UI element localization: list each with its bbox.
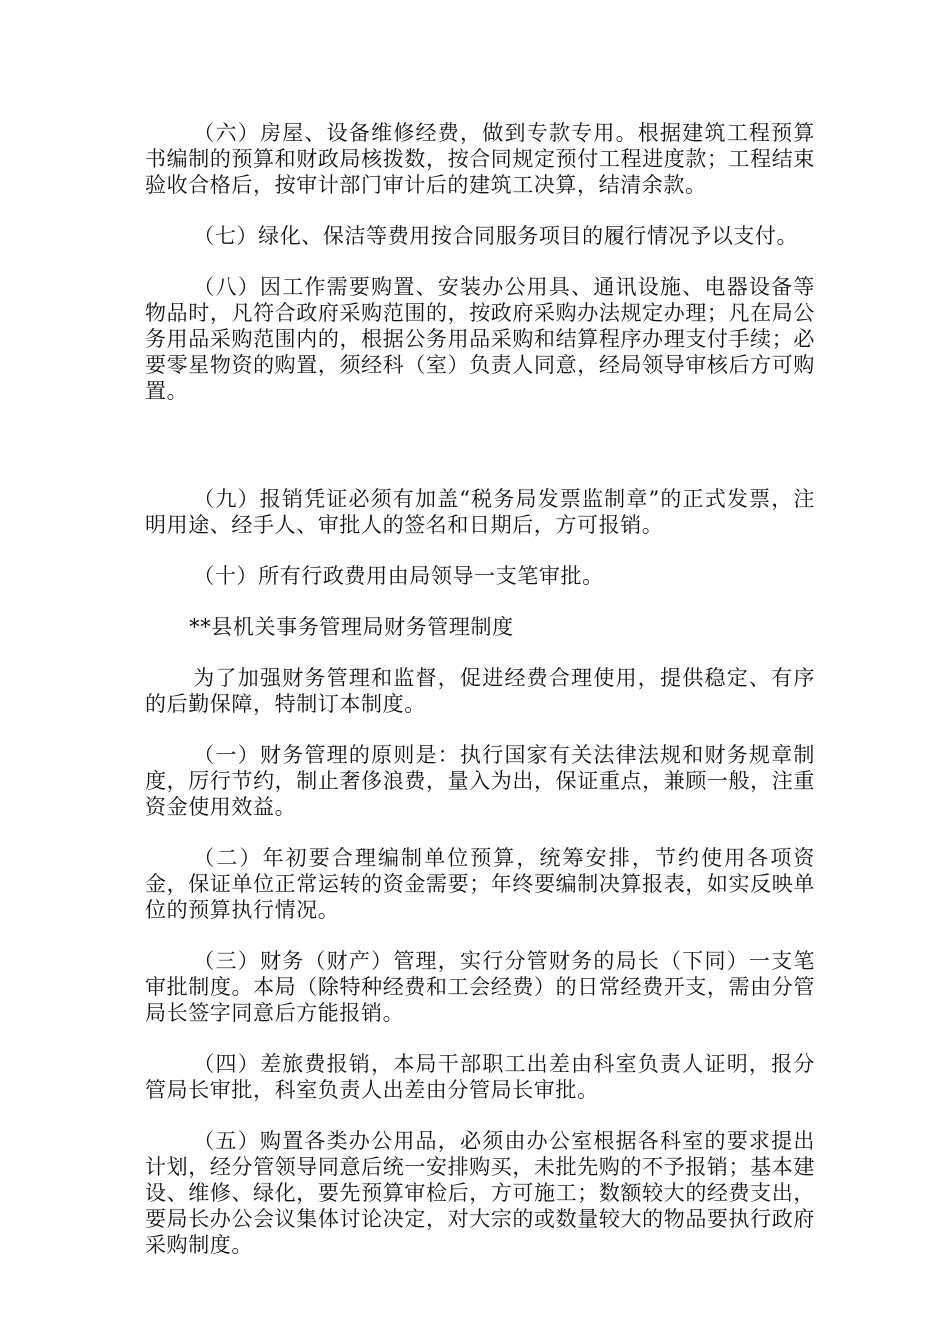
rule-paragraph-4: （四）差旅费报销，本局干部职工出差由科室负责人证明，报分管局长审批，科室负责人出差由分管局长审批。 — [145, 1052, 815, 1102]
intro-paragraph: 为了加强财务管理和监督，促进经费合理使用，提供稳定、有序的后勤保障，特制订本制度。 — [145, 666, 815, 716]
section-heading: **县机关事务管理局财务管理制度 — [189, 615, 514, 639]
paragraph-9: （九）报销凭证必须有加盖“税务局发票监制章”的正式发票，注明用途、经手人、审批人的签名和日期后，方可报销。 — [145, 487, 815, 537]
rule-paragraph-5: （五）购置各类办公用品，必须由办公室根据各科室的要求提出计划，经分管领导同意后统一安排购买，未批先购的不予报销；基本建设、维修、绿化，要先预算审检后，方可施工；数额较大的经费支出，要局长办公会议集体讨论决定，对大宗的或数量较大的物品要执行政府采购制度。 — [145, 1129, 815, 1257]
paragraph-6: （六）房屋、设备维修经费，做到专款专用。根据建筑工程预算书编制的预算和财政局核拨数，按合同规定预付工程进度款；工程结束验收合格后，按审计部门审计后的建筑工决算，结清余款。 — [145, 121, 815, 197]
rule-paragraph-3: （三）财务（财产）管理，实行分管财务的局长（下同）一支笔审批制度。本局（除特种经费和工会经费）的日常经费开支，需由分管局长签字同意后方能报销。 — [145, 949, 815, 1025]
rule-paragraph-2: （二）年初要合理编制单位预算，统筹安排，节约使用各项资金，保证单位正常运转的资金需要；年终要编制决算报表，如实反映单位的预算执行情况。 — [145, 846, 815, 922]
rule-paragraph-1: （一）财务管理的原则是：执行国家有关法律法规和财务规章制度，厉行节约，制止奢侈浪费，量入为出，保证重点，兼顾一般，注重资金使用效益。 — [145, 743, 815, 819]
paragraph-7: （七）绿化、保洁等费用按合同服务项目的履行情况予以支付。 — [193, 224, 799, 248]
paragraph-10: （十）所有行政费用由局领导一支笔审批。 — [193, 564, 604, 588]
paragraph-8: （八）因工作需要购置、安装办公用具、通讯设施、电器设备等物品时，凡符合政府采购范围的，按政府采购办法规定办理；凡在局公务用品采购范围内的，根据公务用品采购和结算程序办理支付手续；必要零星物资的购置，须经科（室）负责人同意，经局领导审核后方可购置。 — [145, 275, 815, 403]
document-page — [145, 120, 815, 1283]
blank-space — [145, 429, 815, 486]
